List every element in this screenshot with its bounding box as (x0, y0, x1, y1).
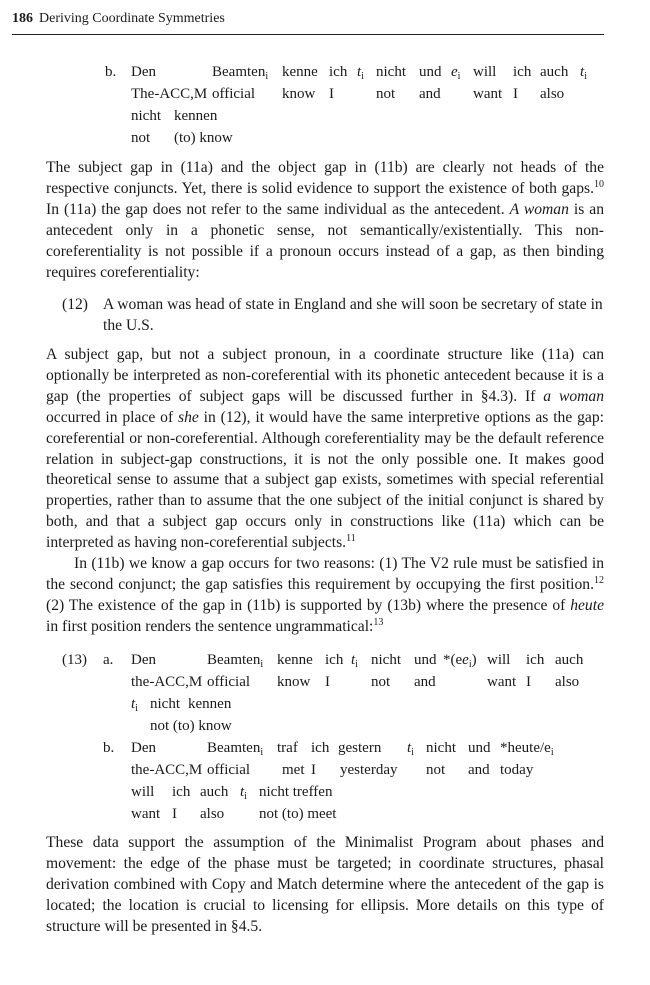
gloss-translation: not (131, 130, 151, 146)
footnote-marker: 13 (373, 616, 384, 628)
gloss-word: will (487, 652, 511, 668)
gloss-trace: $t_i$ (580, 64, 587, 82)
gloss-translation: met (282, 762, 305, 778)
gloss-word: und (419, 64, 442, 80)
gloss-word: ich (526, 652, 545, 668)
gloss-empty: $e_i$ (451, 64, 461, 82)
gloss-word: auch (200, 784, 229, 800)
example-text: A woman was head of state in England and she will soon be secretary of state in the U.S. (103, 296, 603, 334)
gloss-word: und (468, 740, 491, 756)
gloss-translation: the-ACC,M (131, 762, 203, 778)
gloss-word: nicht treffen (259, 784, 333, 800)
gloss-word: Den (131, 64, 156, 80)
gloss-trace: $t_i$ (131, 696, 138, 714)
gloss-word: will (473, 64, 497, 80)
gloss-translation: not (to) meet (259, 806, 337, 822)
gloss-word: gestern (338, 740, 382, 756)
gloss-translation: I (325, 674, 330, 690)
gloss-translation: I (311, 762, 316, 778)
gloss-translation: The-ACC,M (131, 86, 208, 102)
gloss-empty: $*(ee_i)$ (443, 652, 477, 670)
gloss-translation: not (371, 674, 391, 690)
gloss-word: traf (277, 740, 298, 756)
gloss-translation: and (414, 674, 436, 690)
body-paragraph-2: A subject gap, but not a subject pronoun, in a coordinate structure like (11a) can optionally be interpreted as non-coreferential with its phonetic antecedent because it is a gap (the properties of subject gaps will be discussed further in §4.3). If a woman occurred in place of she in (12), it would have the same interpretive options as the gap: coreferential or non-coreferential. Although coreferentiality may be the default reference relation in subject-gap constructions, it is not the only possible one. It makes good theoretical sense to assume that a subject gap exists, sometimes with special referential properties, rather than to assume that the one subject of the initial conjunct is shared by both, and that a subject gap occurs only in constructions like (11a) which can be interpreted as having non-coreferential subjects.$^{11}$ In (11b) we know a gap occurs for two reasons: (1) The V2 rule must be satisfied in the second conjunct; the gap satisfies this requirement by occupying the first position.$^{12}$ (2) The existence of the gap in (11b) is supported by (13b) where the presence of heute in first position renders the sentence ungrammatical:$^{13}$ (46, 346, 605, 635)
footnote-marker: 10 (594, 178, 604, 190)
footnote-marker: 12 (594, 574, 604, 586)
gloss-word: auch (540, 64, 569, 80)
gloss-word: will (131, 784, 155, 800)
gloss-translation: I (513, 86, 518, 102)
gloss-translation: not (to) know (150, 718, 232, 734)
gloss-trace: $t_i$ (240, 784, 247, 802)
gloss-translation: official (212, 86, 256, 102)
gloss-word: auch (555, 652, 584, 668)
gloss-word: Den (131, 740, 156, 756)
gloss-word: kenne (282, 64, 318, 80)
gloss-word: ich (311, 740, 330, 756)
gloss-trace: $t_i$ (351, 652, 358, 670)
gloss-translation: I (172, 806, 177, 822)
running-title: Deriving Coordinate Symmetries (39, 11, 225, 26)
gloss-word: Beamten$_i$ (207, 740, 264, 758)
gloss-word: $*heute/e_i$ (500, 740, 554, 758)
gloss-translation: not (376, 86, 396, 102)
gloss-translation: I (526, 674, 531, 690)
gloss-translation: I (329, 86, 334, 102)
running-header (12, 10, 604, 35)
example-number: (13) (62, 652, 87, 668)
body-paragraph-3: These data support the assumption of the Minimalist Program about phases and movement: the edge of the phase must be targeted; in coordinate structures, phasal derivation combined with Copy and Match determine where the antecedent of the gap is located; the location is crucial to licensing for ellipsis. More details on this type of structure will be presented in §4.5. (46, 834, 604, 935)
gloss-word: ich (513, 64, 532, 80)
gloss-translation: official (207, 674, 251, 690)
gloss-word: Beamten$_i$ (212, 64, 269, 82)
gloss-word: und (414, 652, 437, 668)
footnote-marker: 11 (346, 533, 356, 545)
gloss-translation: and (468, 762, 490, 778)
gloss-word: kenne (277, 652, 313, 668)
page-number: 186 (12, 11, 33, 26)
body-paragraph-1: The subject gap in (11a) and the object gap in (11b) are clearly not heads of the respective conjuncts. Yet, there is solid evidence to support the existence of both gaps.$^{10}$ In (11a) the gap does not refer to the same individual as the antecedent. A woman is an antecedent only in a phonetic sense, not semantically/existentially. This non-coreferentiality is not possible if a pronoun occurs instead of a gap, as then binding requires coreferentiality: (46, 159, 604, 281)
example-label: b. (103, 740, 115, 756)
gloss-translation: also (540, 86, 565, 102)
gloss-word: kennen (188, 696, 232, 712)
gloss-word: ich (329, 64, 348, 80)
example-number: (12) (62, 296, 88, 313)
gloss-word: ich (172, 784, 191, 800)
gloss-translation: know (277, 674, 311, 690)
gloss-translation: the-ACC,M (131, 674, 203, 690)
gloss-translation: want (473, 86, 503, 102)
gloss-word: kennen (174, 108, 218, 124)
gloss-translation: (to) know (174, 130, 233, 146)
gloss-word: Beamten$_i$ (207, 652, 264, 670)
gloss-translation: want (487, 674, 517, 690)
gloss-translation: know (282, 86, 316, 102)
gloss-translation: official (207, 762, 251, 778)
example-label: b. (105, 64, 117, 80)
gloss-word: nicht (426, 740, 456, 756)
gloss-translation: also (200, 806, 225, 822)
gloss-translation: not (426, 762, 446, 778)
gloss-word: nicht (131, 108, 161, 124)
gloss-translation: also (555, 674, 580, 690)
gloss-trace: $t_i$ (407, 740, 414, 758)
gloss-word: ich (325, 652, 344, 668)
gloss-word: Den (131, 652, 156, 668)
gloss-translation: and (419, 86, 441, 102)
gloss-word: nicht (150, 696, 180, 712)
gloss-trace: $t_i$ (357, 64, 364, 82)
gloss-translation: want (131, 806, 161, 822)
gloss-word: nicht (376, 64, 406, 80)
gloss-translation: today (500, 762, 534, 778)
gloss-word: nicht (371, 652, 401, 668)
gloss-translation: yesterday (340, 762, 398, 778)
example-label: a. (103, 652, 114, 668)
